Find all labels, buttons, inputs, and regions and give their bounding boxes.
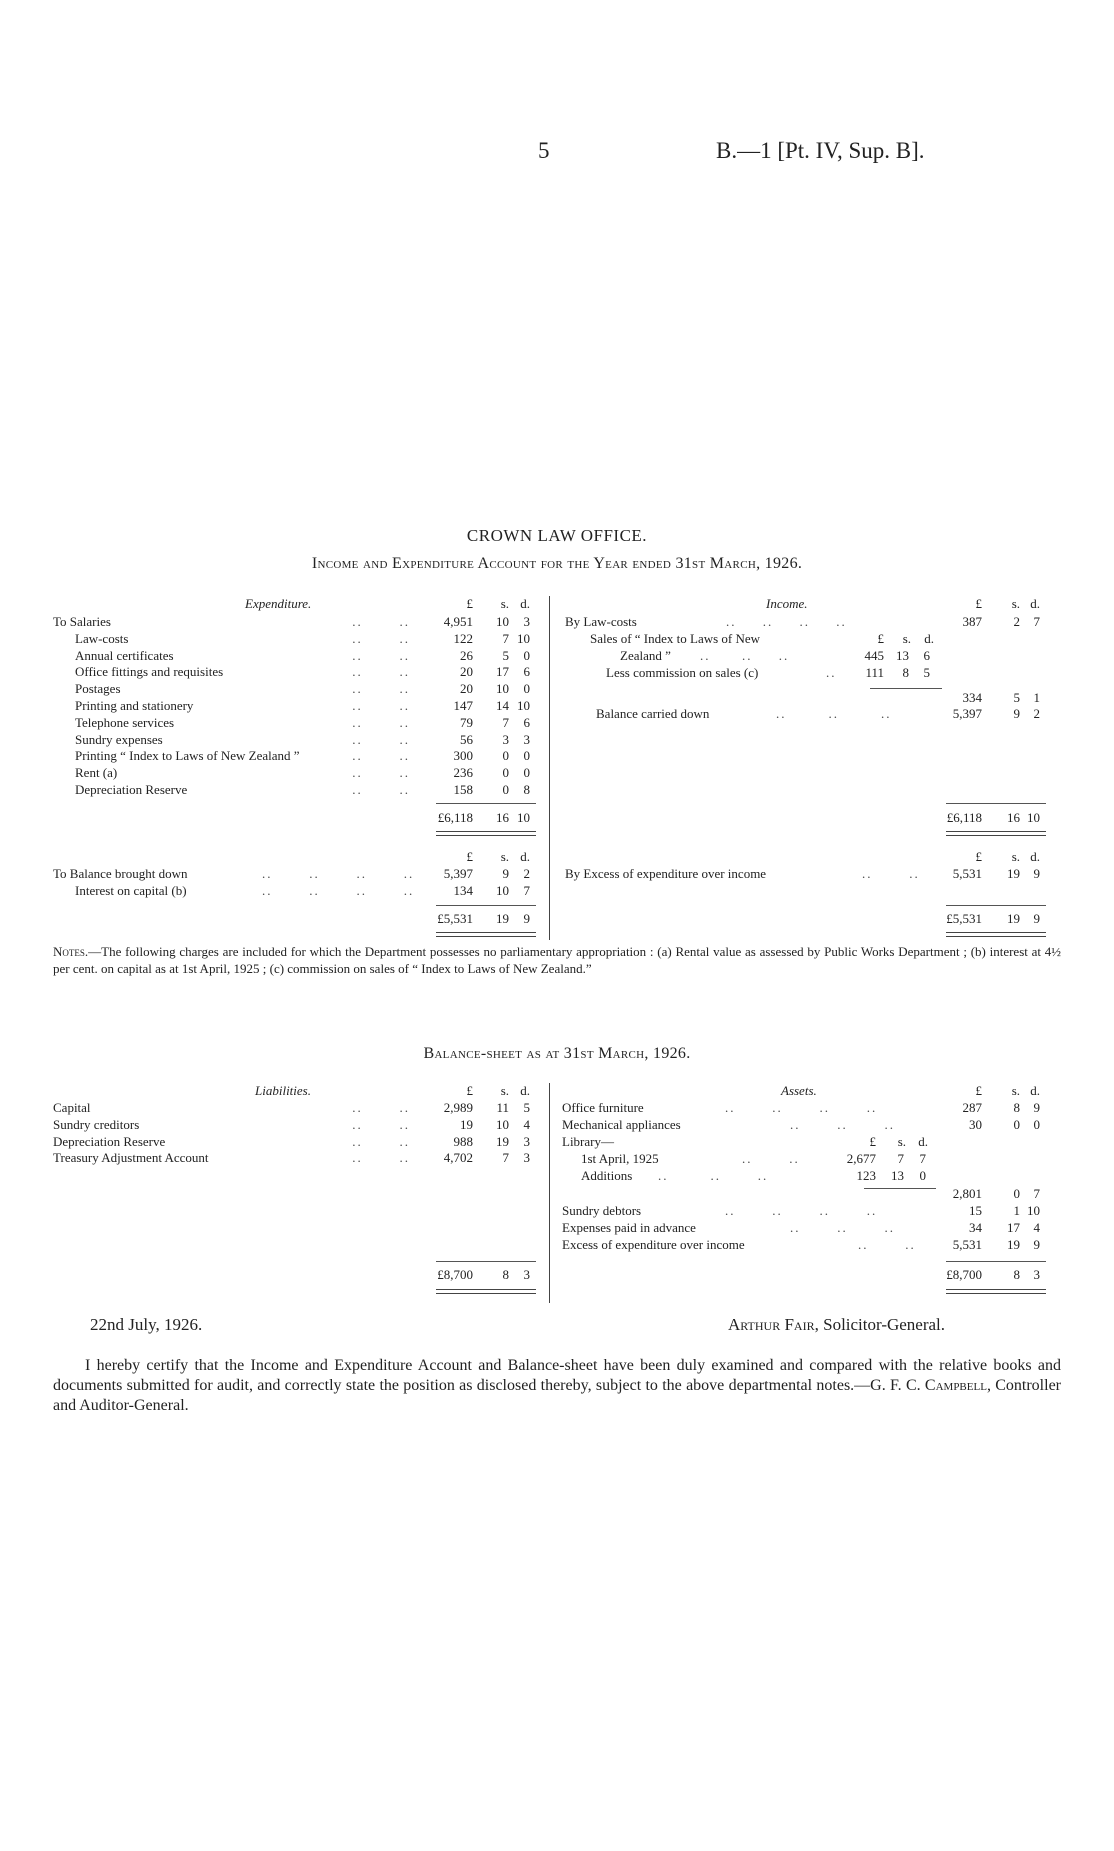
currency-shillings-label: s. [1011, 596, 1020, 611]
leader-dots: .. .. [352, 782, 410, 797]
liability-row-pounds: 4,702 [443, 1150, 473, 1166]
interest-on-capital-label: Interest on capital (b) [75, 883, 187, 898]
page-number: 5 [538, 138, 550, 163]
signatory-name: Arthur Fair [728, 1315, 815, 1334]
expenditure-row-shillings: 0 [502, 748, 509, 764]
expenditure-row-pounds: 20 [460, 681, 473, 697]
liabilities-total-pence: 3 [523, 1267, 530, 1282]
auditor-name: Campbell [924, 1377, 987, 1394]
second-left-total-pence: 9 [523, 911, 530, 926]
expenditure-row-pence: 0 [523, 647, 530, 663]
excess-expenditure-label: By Excess of expenditure over income [565, 866, 767, 881]
library-april-pence: 7 [919, 1151, 926, 1166]
asset-excess-shillings: 19 [1007, 1237, 1020, 1252]
expenditure-row-label: Postages [75, 681, 121, 697]
currency-pence-label: d. [1030, 849, 1040, 864]
library-total-pence: 7 [1033, 1186, 1040, 1201]
leader-dots: .. .. [352, 647, 410, 663]
currency-pence-label: d. [520, 1083, 530, 1098]
asset-library-label: Library— [562, 1134, 614, 1149]
leader-dots: .. .. [352, 614, 410, 629]
liability-row-label: Treasury Adjustment Account [53, 1150, 209, 1166]
leader-dots: .. .. [352, 1133, 410, 1149]
currency-pounds-label: £ [877, 631, 884, 646]
expenditure-row-shillings: 3 [502, 731, 509, 747]
liability-row-pence: 5 [523, 1100, 530, 1115]
leader-dots: .. .. [352, 714, 410, 730]
asset-furniture-pence: 9 [1033, 1100, 1040, 1115]
account-subtitle: Income and Expenditure Account for the Year ended 31st March, 1926. [311, 555, 803, 572]
expenditure-row-pence: 8 [523, 782, 530, 797]
asset-appliances-pence: 0 [1033, 1117, 1040, 1132]
expenditure-total-pence: 10 [517, 810, 530, 825]
expenditure-row-pounds: 79 [460, 714, 473, 730]
liabilities-total-shillings: 8 [502, 1267, 509, 1282]
leader-dots: .. .. .. [790, 1117, 895, 1132]
expenditure-row-pence: 6 [523, 664, 530, 680]
interest-on-capital-pounds: 134 [453, 883, 473, 898]
currency-shillings-label: s. [1011, 1083, 1020, 1098]
asset-advance-pence: 4 [1033, 1220, 1040, 1235]
leader-dots: .. .. [742, 1151, 800, 1166]
leader-dots: .. .. [352, 630, 410, 646]
currency-pounds-label: £ [466, 596, 473, 611]
balance-brought-down-label: To Balance brought down [53, 866, 188, 881]
leader-dots: .. .. [352, 731, 410, 747]
currency-pence-label: d. [520, 596, 530, 611]
currency-shillings-label: s. [1011, 849, 1020, 864]
currency-shillings-label: s. [500, 596, 509, 611]
asset-debtors-label: Sundry debtors [562, 1203, 642, 1218]
income-sales-pence: 6 [923, 648, 930, 663]
income-sales-shillings: 13 [896, 648, 909, 663]
income-sales-label-line2: Zealand ” [620, 648, 671, 663]
expenditure-row-shillings: 5 [502, 647, 509, 663]
income-net-sales-pence: 1 [1033, 690, 1040, 705]
total-double-rule [946, 1289, 1046, 1294]
leader-dots: .. .. .. .. [726, 614, 847, 629]
expenditure-total-pounds: £6,118 [437, 810, 473, 825]
leader-dots: .. .. [352, 681, 410, 697]
expenditure-row-pence: 10 [517, 630, 530, 646]
expenditure-row-pence: 0 [523, 681, 530, 697]
liability-row-pounds: 988 [453, 1133, 473, 1149]
second-left-total-pounds: £5,531 [437, 911, 473, 926]
currency-pounds-label: £ [975, 596, 982, 611]
second-right-total-pence: 9 [1033, 911, 1040, 926]
document-reference: B.—1 [Pt. IV, Sup. B]. [716, 138, 925, 163]
leader-dots: .. .. .. [790, 1220, 895, 1235]
expenditure-row-pence: 3 [523, 731, 530, 747]
liability-row-shillings: 11 [496, 1100, 509, 1115]
liability-row-pence: 3 [523, 1133, 530, 1149]
income-law-costs-pounds: 387 [962, 614, 982, 629]
liability-row-pounds: 2,989 [443, 1100, 473, 1115]
office-title: CROWN LAW OFFICE. [466, 526, 648, 545]
leader-dots: .. .. .. .. [725, 1100, 878, 1115]
expenditure-row-pounds: 147 [453, 698, 473, 713]
income-balance-label: Balance carried down [596, 706, 710, 721]
currency-pounds-label: £ [975, 1083, 982, 1098]
expenditure-row-shillings: 7 [502, 714, 509, 730]
liability-row-pounds: 19 [460, 1116, 473, 1132]
expenditure-row-pounds: 158 [453, 782, 473, 797]
income-law-costs-shillings: 2 [1013, 614, 1020, 629]
library-additions-pounds: 123 [856, 1168, 876, 1183]
balance-brought-down-pounds: 5,397 [443, 866, 473, 881]
library-april-pounds: 2,677 [846, 1151, 876, 1166]
library-additions-shillings: 13 [891, 1168, 904, 1183]
assets-total-pence: 3 [1033, 1267, 1040, 1282]
expenditure-row-shillings: 10 [496, 681, 509, 697]
asset-appliances-shillings: 0 [1013, 1117, 1020, 1132]
currency-pence-label: d. [1030, 1083, 1040, 1098]
income-total-pounds: £6,118 [946, 810, 982, 825]
leader-dots: .. .. .. [658, 1168, 769, 1183]
expenditure-row-label: Law-costs [75, 630, 129, 646]
leader-dots: .. .. [352, 1100, 410, 1115]
currency-pounds-label: £ [466, 1083, 473, 1098]
liability-row-label: Depreciation Reserve [53, 1133, 166, 1149]
asset-advance-shillings: 17 [1007, 1220, 1020, 1235]
asset-excess-pence: 9 [1033, 1237, 1040, 1252]
currency-pounds-label: £ [975, 849, 982, 864]
liability-row-pence: 3 [523, 1150, 530, 1166]
asset-advance-label: Expenses paid in advance [562, 1220, 696, 1235]
expenditure-row-shillings: 14 [496, 698, 509, 713]
assets-total-pounds: £8,700 [946, 1267, 982, 1282]
balance-brought-down-shillings: 9 [502, 866, 509, 881]
currency-shillings-label: s. [500, 1083, 509, 1098]
second-right-total-pounds: £5,531 [946, 911, 982, 926]
expenditure-row-pence: 3 [523, 614, 530, 629]
library-additions-pence: 0 [919, 1168, 926, 1183]
leader-dots: .. .. .. .. [262, 883, 415, 898]
leader-dots: .. .. .. .. [262, 866, 415, 881]
liability-row-label: Capital [53, 1100, 91, 1115]
expenditure-row-pence: 10 [517, 698, 530, 713]
expenditure-row-pounds: 26 [460, 647, 473, 663]
currency-shillings-label: s. [500, 849, 509, 864]
expenditure-heading: Expenditure. [245, 596, 312, 611]
leader-dots: .. .. [352, 1116, 410, 1132]
liability-row-label: Sundry creditors [53, 1116, 140, 1132]
expenditure-row-label: Printing and stationery [75, 698, 194, 713]
expenditure-row-shillings: 17 [496, 664, 509, 680]
leader-dots: .. .. [352, 748, 410, 764]
liability-row-shillings: 19 [496, 1133, 509, 1149]
income-law-costs-pence: 7 [1033, 614, 1040, 629]
expenditure-row-label: Rent (a) [75, 765, 118, 781]
audit-certificate [53, 1356, 1061, 1416]
income-balance-pence: 2 [1033, 706, 1040, 721]
income-net-sales-pounds: 334 [962, 690, 982, 705]
leader-dots: .. .. .. [776, 706, 892, 721]
notes-text: —The following charges are included for which the Department possesses no parliamentary appropriation : (a) Rental value as assessed by Public Works Department ; (b) interest at 4½ per cent. on capital as at 1st April, 1925 ; (c) commission on sales of “ Index to Laws of New Zealand.” [53, 944, 1061, 976]
asset-debtors-pounds: 15 [969, 1203, 982, 1218]
asset-advance-pounds: 34 [969, 1220, 982, 1235]
expenditure-row-pounds: 122 [453, 630, 473, 646]
leader-dots: .. .. [862, 866, 920, 881]
second-right-total-shillings: 19 [1007, 911, 1020, 926]
expenditure-row-label: Sundry expenses [75, 731, 163, 747]
assets-total-shillings: 8 [1013, 1267, 1020, 1282]
liability-row-shillings: 10 [496, 1116, 509, 1132]
expenditure-row-pounds: 4,951 [443, 614, 473, 629]
leader-dots: .. .. .. .. [725, 1203, 878, 1218]
library-april-label: 1st April, 1925 [581, 1151, 659, 1166]
expenditure-row-label: To Salaries [53, 614, 111, 629]
library-april-shillings: 7 [897, 1151, 904, 1166]
expenditure-row-pence: 0 [523, 748, 530, 764]
asset-debtors-pence: 10 [1027, 1203, 1040, 1218]
liabilities-heading: Liabilities. [255, 1083, 311, 1098]
leader-dots: .. [826, 665, 837, 680]
currency-shillings-label: s. [902, 631, 911, 646]
income-commission-shillings: 8 [902, 665, 909, 680]
leader-dots: .. .. [352, 698, 410, 713]
asset-excess-pounds: 5,531 [952, 1237, 982, 1252]
asset-furniture-label: Office furniture [562, 1100, 644, 1115]
leader-dots: .. .. .. [700, 648, 790, 663]
currency-pence-label: d. [918, 1134, 928, 1149]
library-additions-label: Additions [581, 1168, 633, 1183]
income-commission-pounds: 111 [865, 665, 884, 680]
signoff-date: 22nd July, 1926. [90, 1315, 203, 1334]
expenditure-row-label: Annual certificates [75, 647, 174, 663]
expenditure-row-pounds: 236 [453, 765, 473, 781]
balance-brought-down-pence: 2 [523, 866, 530, 881]
income-commission-label: Less commission on sales (c) [606, 665, 759, 680]
library-total-pounds: 2,801 [952, 1186, 982, 1201]
income-balance-pounds: 5,397 [952, 706, 982, 721]
expenditure-row-shillings: 7 [502, 630, 509, 646]
currency-pounds-label: £ [466, 849, 473, 864]
expenditure-row-label: Telephone services [75, 714, 175, 730]
library-total-shillings: 0 [1013, 1186, 1020, 1201]
expenditure-row-label: Office fittings and requisites [75, 664, 224, 680]
expenditure-row-shillings: 10 [496, 614, 509, 629]
income-heading: Income. [766, 596, 808, 611]
leader-dots: .. .. [858, 1237, 916, 1252]
liability-row-shillings: 7 [502, 1150, 509, 1166]
asset-furniture-pounds: 287 [962, 1100, 982, 1115]
asset-debtors-shillings: 1 [1013, 1203, 1020, 1218]
expenditure-total-shillings: 16 [496, 810, 509, 825]
expenditure-row-pence: 6 [523, 714, 530, 730]
leader-dots: .. .. [352, 664, 410, 680]
signoff-signature [728, 1315, 945, 1335]
income-total-shillings: 16 [1007, 810, 1020, 825]
excess-expenditure-pounds: 5,531 [952, 866, 982, 881]
income-balance-shillings: 9 [1013, 706, 1020, 721]
expenditure-row-shillings: 0 [502, 782, 509, 797]
liabilities-total-pounds: £8,700 [437, 1267, 473, 1282]
currency-pounds-label: £ [869, 1134, 876, 1149]
expenditure-row-pounds: 20 [460, 664, 473, 680]
income-total-pence: 10 [1027, 810, 1040, 825]
excess-expenditure-pence: 9 [1033, 866, 1040, 881]
currency-shillings-label: s. [897, 1134, 906, 1149]
assets-heading: Assets. [781, 1083, 817, 1098]
leader-dots: .. .. [352, 1150, 410, 1166]
asset-appliances-pounds: 30 [969, 1117, 982, 1132]
asset-furniture-shillings: 8 [1013, 1100, 1020, 1115]
signatory-position: , Solicitor-General. [814, 1315, 946, 1334]
total-rule [946, 1261, 1046, 1262]
income-net-sales-shillings: 5 [1013, 690, 1020, 705]
second-left-total-shillings: 19 [496, 911, 509, 926]
notes-label: Notes. [53, 944, 89, 959]
expenditure-row-pence: 0 [523, 765, 530, 781]
liability-row-pence: 4 [523, 1116, 530, 1132]
auditor-title: , Controller and Auditor-General. [53, 1377, 1062, 1414]
income-sales-pounds: 445 [864, 648, 884, 663]
income-sales-label-line1: Sales of “ Index to Laws of New [590, 631, 761, 646]
column-divider [549, 1083, 550, 1303]
total-rule [436, 1261, 536, 1262]
balance-sheet-title: Balance-sheet as at 31st March, 1926. [423, 1045, 691, 1062]
total-double-rule [436, 1289, 536, 1294]
currency-pence-label: d. [520, 849, 530, 864]
expenditure-row-label: Depreciation Reserve [75, 782, 188, 797]
asset-excess-label: Excess of expenditure over income [562, 1237, 745, 1252]
interest-on-capital-shillings: 10 [496, 883, 509, 898]
income-commission-pence: 5 [923, 665, 930, 680]
leader-dots: .. .. [352, 765, 410, 781]
interest-on-capital-pence: 7 [523, 883, 530, 898]
certificate-text: I hereby certify that the Income and Expenditure Account and Balance-sheet have been duly examined and compared with the relative books and documents submitted for audit, and correctly state the position as disclosed thereby, subject to the above departmental notes.—G. F. C. [53, 1357, 1061, 1394]
expenditure-row-pounds: 300 [453, 748, 473, 764]
asset-appliances-label: Mechanical appliances [562, 1117, 681, 1132]
currency-pence-label: d. [924, 631, 934, 646]
currency-pence-label: d. [1030, 596, 1040, 611]
excess-expenditure-shillings: 19 [1007, 866, 1020, 881]
expenditure-row-label: Printing “ Index to Laws of New Zealand ” [75, 748, 300, 764]
expenditure-row-pounds: 56 [460, 731, 473, 747]
income-law-costs-label: By Law-costs [565, 614, 637, 629]
expenditure-row-shillings: 0 [502, 765, 509, 781]
